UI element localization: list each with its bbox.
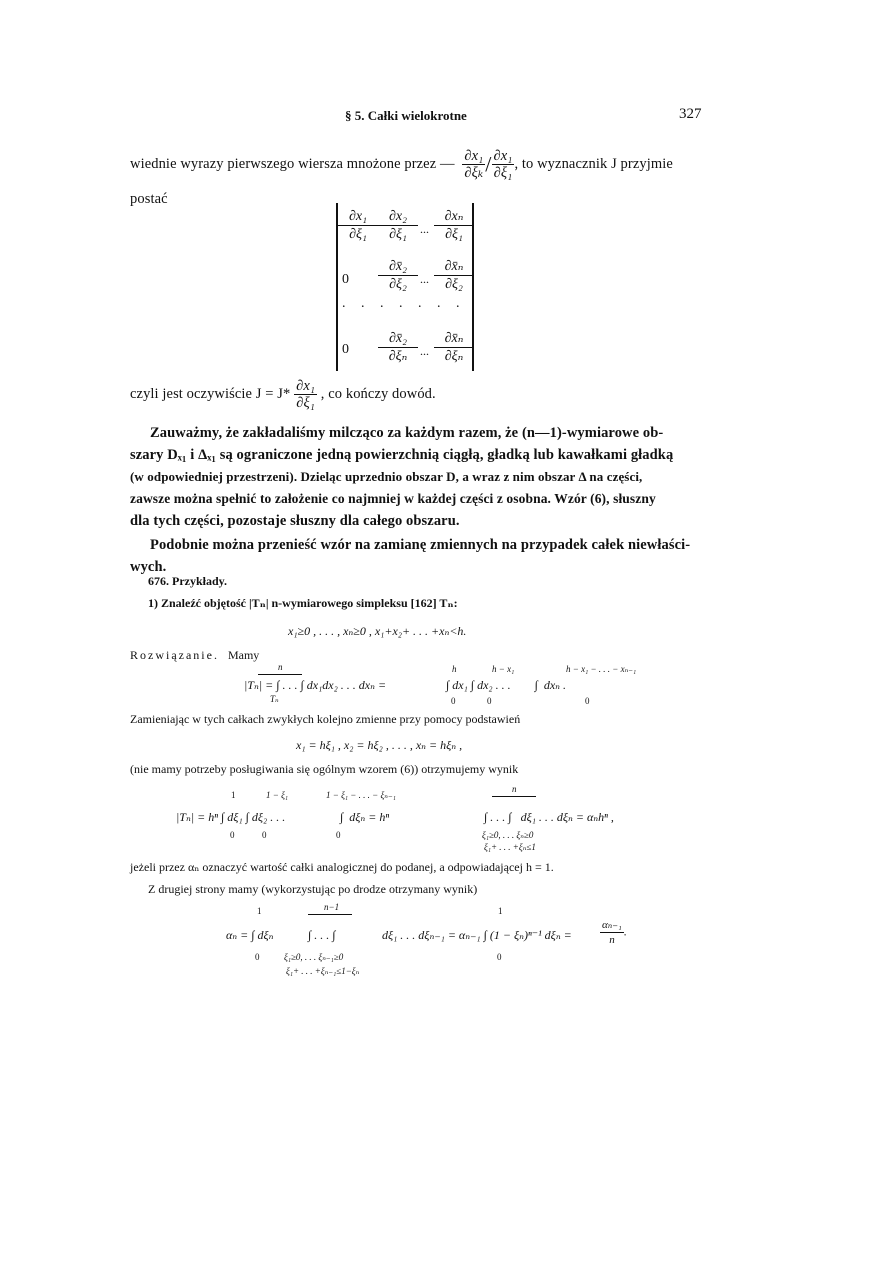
eq1-upper-h-x1: h − x₁ bbox=[492, 664, 515, 674]
running-header: § 5. Całki wielokrotne bbox=[345, 108, 467, 123]
intro-text-start: wiednie wyrazy pierwszego wiersza mnożone przez — bbox=[130, 155, 455, 172]
examples-heading: 676. Przykłady. bbox=[148, 574, 228, 588]
eq1-lower-0: 0 bbox=[585, 696, 590, 706]
eq2-overbrace-label: n bbox=[512, 784, 517, 794]
eq3-condition-1: ξ₁≥0, . . . ξₙ₋₁≥0 bbox=[284, 952, 344, 962]
eq1-overbrace-label: n bbox=[278, 662, 283, 672]
intro-line-1: wiednie wyrazy pierwszego wiersza mnożone przez — $\frac{\text{∂x₁}}{\text{∂ξₖ}}$ / $\frac{\text{∂x₁}}{\text{∂ξ₁}}$ , to wyznacznik J przyjmie bbox=[130, 148, 673, 181]
other-side-text: Z drugiej strony mamy (wykorzystując po drodze otrzymany wynik) bbox=[148, 882, 478, 896]
matrix-cell-r1c1: ∂x₁ ∂ξ₁ bbox=[338, 208, 378, 243]
paragraph-1-line: (w odpowiedniej przestrzeni). Dzieląc uprzednio obszar D, a wraz z nim obszar Δ na części, bbox=[130, 469, 643, 484]
eq1-lower-0: 0 bbox=[487, 696, 492, 706]
substitution-equation: x₁ = hξ₁ , x₂ = hξ₂ , . . . , xₙ = hξₙ , bbox=[296, 738, 463, 752]
eq3-result-fraction bbox=[600, 918, 627, 947]
substitution-text: Zamieniając w tych całkach zwykłych kolejno zmienne przy pomocy podstawień bbox=[130, 712, 521, 726]
matrix-dots-row: . . . . . . . bbox=[342, 296, 466, 311]
intro-line-2: postać bbox=[130, 191, 168, 207]
eq3-overbrace-label: n−1 bbox=[324, 902, 340, 912]
eq1-upper-long: h − x₁ − . . . − xₙ₋₁ bbox=[566, 664, 637, 674]
eq2-lower-0: 0 bbox=[230, 830, 235, 840]
eq2-upper-1: 1 bbox=[231, 790, 236, 800]
eq3-lower-0: 0 bbox=[255, 952, 260, 962]
fraction-numerator: ∂x₁ bbox=[493, 148, 513, 164]
matrix-ellipsis-r4: ... bbox=[420, 344, 429, 358]
eq2-condition-1: ξ₁≥0, . . . ξₙ≥0 bbox=[482, 830, 534, 840]
matrix-cell-r4c1: 0 bbox=[342, 342, 349, 357]
conclusion-end: , co kończy dowód. bbox=[320, 385, 436, 402]
eq3-lower-0: 0 bbox=[497, 952, 502, 962]
eq2-lower-0: 0 bbox=[336, 830, 341, 840]
eq3-upper-1: 1 bbox=[257, 906, 262, 916]
eq3-period: . bbox=[623, 924, 627, 939]
matrix-cell-r2c1: 0 bbox=[342, 272, 349, 287]
eq2-mid: ∫ dξₙ = hⁿ bbox=[340, 810, 390, 824]
matrix-ellipsis-r2: ... bbox=[420, 272, 429, 286]
eq2-condition-2: ξ₁+ . . . +ξₙ≤1 bbox=[484, 842, 536, 852]
matrix-cell-r4c2: ∂x̄₂ ∂ξₙ bbox=[378, 330, 418, 365]
fraction-denominator: ∂ξₖ bbox=[464, 165, 484, 181]
alpha-definition-text: jeżeli przez αₙ oznaczyć wartość całki analogicznej do podanej, a odpowiadającej h = 1. bbox=[130, 860, 554, 874]
matrix-cell-r4c3: ∂x̄ₙ ∂ξₙ bbox=[434, 330, 474, 365]
page-number: 327 bbox=[679, 106, 702, 122]
fraction-conclusion: $\frac{\text{∂x₁}}{\text{∂ξ₁}}$ bbox=[296, 378, 316, 411]
matrix-ellipsis-r1: ... bbox=[420, 222, 429, 236]
fraction-numerator: ∂x₁ bbox=[464, 148, 484, 164]
eq1-lower-0: 0 bbox=[451, 696, 456, 706]
fraction-alpha-over-n: $\frac{\text{αₙ₋₁}}{n}$ bbox=[602, 919, 622, 946]
example-1-statement: 1) Znaleźć objętość |Tₙ| n-wymiarowego simpleksu [162] Tₙ: bbox=[148, 596, 458, 610]
intro-text-end: , to wyznacznik J przyjmie bbox=[514, 155, 673, 172]
paragraph-2 bbox=[130, 534, 710, 578]
matrix-cell-r2c2: ∂x̄₂ ∂ξ₂ bbox=[378, 258, 418, 293]
paragraph-1-line: szary Dₓ₁ i Δₓ₁ są ograniczone jedną powierzchnią ciągłą, gładką lub kawałkami gładką bbox=[130, 447, 674, 463]
solution-word: Mamy bbox=[227, 648, 260, 662]
simplex-conditions: x₁≥0 , . . . , xₙ≥0 , x₁+x₂+ . . . +xₙ<h. bbox=[288, 624, 467, 638]
fraction-denominator: ∂ξ₁ bbox=[493, 165, 513, 181]
paragraph-1-line: dla tych części, pozostaje słuszny dla całego obszaru. bbox=[130, 513, 460, 529]
paragraph-1 bbox=[130, 422, 710, 532]
eq1-rhs: ∫ dx₁ ∫ dx₂ . . . ∫ dxₙ . bbox=[446, 678, 567, 692]
paragraph-2-line: wych. bbox=[130, 559, 167, 575]
fraction-dx1-dxi1 bbox=[492, 148, 515, 181]
eq3-overbrace bbox=[308, 914, 352, 915]
solution-line bbox=[130, 648, 259, 663]
conclusion-line bbox=[130, 378, 436, 411]
eq3-upper-1: 1 bbox=[498, 906, 503, 916]
eq1-upper-h: h bbox=[452, 664, 457, 674]
note-text: (nie mamy potrzeby posługiwania się ogólnym wzorem (6)) otrzymujemy wynik bbox=[130, 762, 519, 776]
fraction-dx1-dxik bbox=[462, 148, 485, 181]
solution-label: Rozwiązanie. bbox=[130, 648, 219, 662]
matrix-cell-r1c3: ∂xₙ ∂ξ₁ bbox=[434, 208, 474, 243]
eq3-condition-2: ξ₁+ . . . +ξₙ₋₁≤1−ξₙ bbox=[286, 966, 360, 976]
paragraph-1-line: Zauważmy, że zakładaliśmy milcząco za każdym razem, że (n—1)-wymiarowe ob- bbox=[150, 425, 664, 441]
eq2-rhs: ∫ . . . ∫ dξ₁ . . . dξₙ = αₙhⁿ , bbox=[484, 810, 614, 824]
eq3-mid: ∫ . . . ∫ bbox=[308, 928, 336, 942]
eq2-lhs: |Tₙ| = hⁿ ∫ dξ₁ ∫ dξ₂ . . . bbox=[176, 810, 286, 824]
conclusion-start: czyli jest oczywiście J = J* bbox=[130, 385, 291, 402]
eq2-upper-long: 1 − ξ₁ − . . . − ξₙ₋₁ bbox=[326, 790, 396, 800]
matrix-cell-r1c2: ∂x₂ ∂ξ₁ bbox=[378, 208, 418, 243]
eq3-lhs: αₙ = ∫ dξₙ bbox=[226, 928, 274, 942]
eq1-overbrace bbox=[258, 674, 302, 675]
paragraph-2-line: Podobnie można przenieść wzór na zamianę zmiennych na przypadek całek niewłaści- bbox=[150, 537, 691, 553]
eq3-rhs: dξ₁ . . . dξₙ₋₁ = αₙ₋₁ ∫ (1 − ξₙ)ⁿ⁻¹ dξₙ = bbox=[382, 928, 572, 942]
eq2-overbrace bbox=[492, 796, 536, 797]
matrix-cell-r2c3: ∂x̄ₙ ∂ξ₂ bbox=[434, 258, 474, 293]
eq2-lower-0: 0 bbox=[262, 830, 267, 840]
paragraph-1-line: zawsze można spełnić to założenie co najmniej w każdej części z osobna. Wzór (6), słuszny bbox=[130, 491, 656, 506]
eq1-lhs: |Tₙ| = ∫ . . . ∫ dx₁dx₂ . . . dxₙ = bbox=[244, 678, 387, 692]
eq2-upper-1-xi1: 1 − ξ₁ bbox=[266, 790, 289, 800]
eq1-subscript-T: Tₙ bbox=[270, 694, 279, 704]
